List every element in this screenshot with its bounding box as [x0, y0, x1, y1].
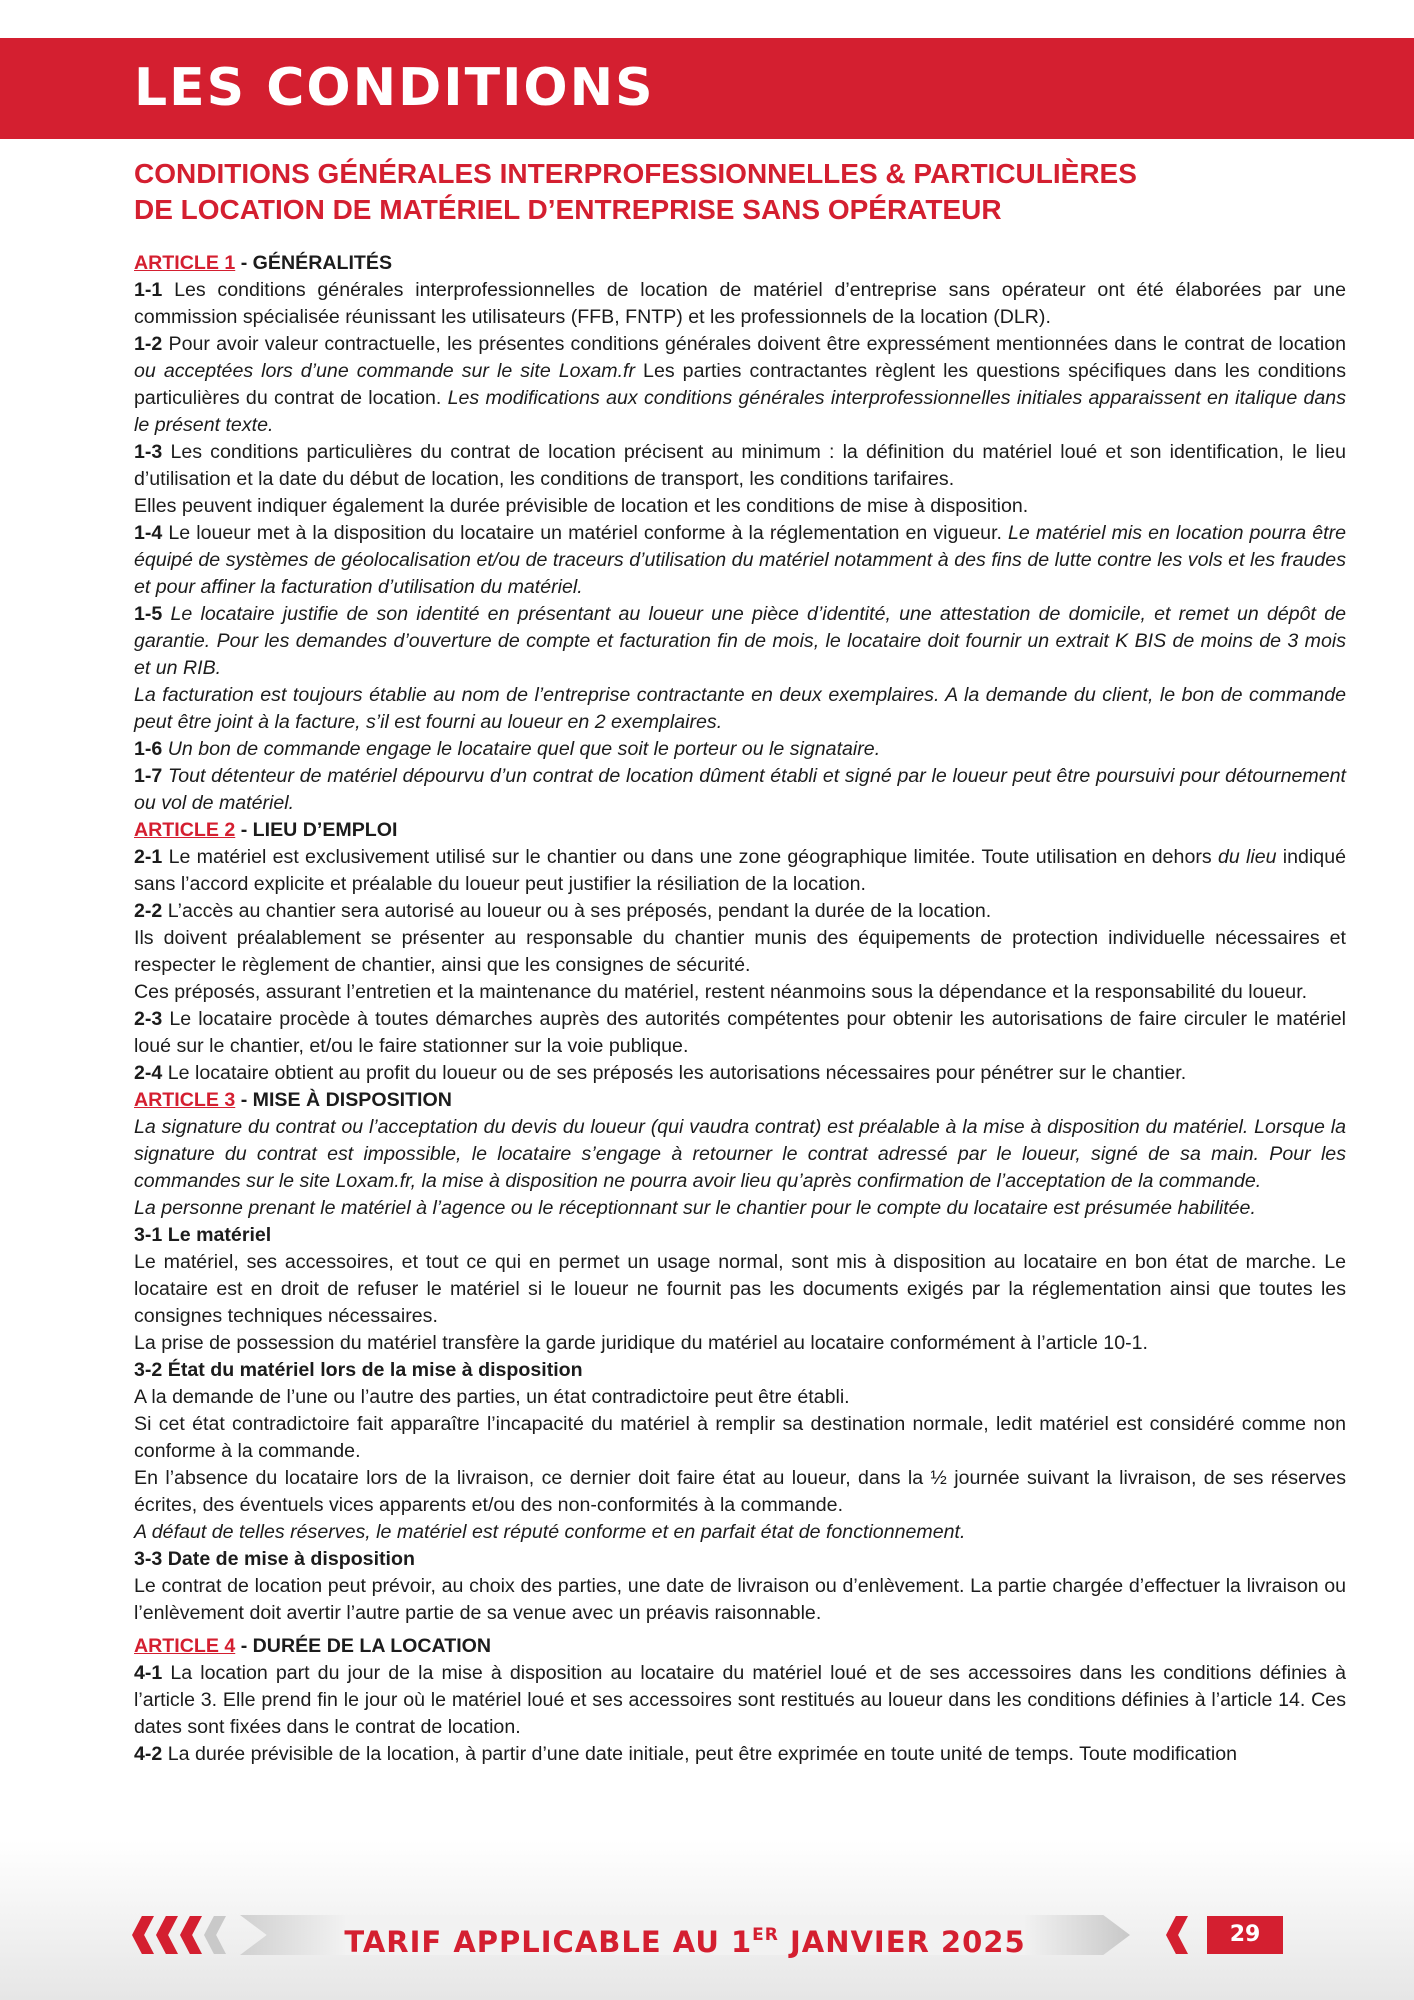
- subsection-heading: 3-2 État du matériel lors de la mise à disposition: [134, 1359, 583, 1381]
- paragraph: La prise de possession du matériel transfère la garde juridique du matériel au locataire conformément à l’article 10-1.: [134, 1332, 1148, 1354]
- document-title: [134, 156, 1334, 228]
- paragraph: 1-7 Tout détenteur de matériel dépourvu d’un contrat de location dûment établi et signé par le loueur peut être poursuivi pour détournement ou vol de matériel.: [134, 765, 1346, 814]
- page-title: LES CONDITIONS: [134, 58, 655, 118]
- paragraph: 1-2 Pour avoir valeur contractuelle, les présentes conditions générales doivent être expressément mentionnées dans le contrat de location ou acceptées lors d’une commande sur le site Loxam.fr Les parties contractantes règlent les questions spécifiques dans les conditions particulières du contrat de location. Les modifications aux conditions générales interprofessionnelles initiales apparaissent en italique dans le présent texte.: [134, 333, 1347, 436]
- header-band: [0, 38, 1414, 139]
- paragraph: 2-4 Le locataire obtient au profit du loueur ou de ses préposés les autorisations nécessaires pour pénétrer sur le chantier.: [134, 1062, 1187, 1084]
- subsection-heading: 3-3 Date de mise à disposition: [134, 1548, 415, 1570]
- paragraph: La facturation est toujours établie au nom de l’entreprise contractante en deux exemplaires. A la demande du client, le bon de commande peut être joint à la facture, s’il est fourni au loueur en 2 exemplaires.: [134, 684, 1346, 733]
- paragraph: 1-5 Le locataire justifie de son identité en présentant au loueur une pièce d’identité, une attestation de domicile, et remet un dépôt de garantie. Pour les demandes d’ouverture de compte et facturation fin de mois, le locataire doit fournir un extrait K BIS de moins de 3 mois et un RIB.: [134, 603, 1346, 679]
- subsection-heading: 3-1 Le matériel: [134, 1224, 272, 1246]
- article-2-label: ARTICLE 2: [134, 819, 236, 841]
- page-number: 29: [1207, 1916, 1283, 1954]
- document-title-line-1: CONDITIONS GÉNÉRALES INTERPROFESSIONNELLES & PARTICULIÈRES: [134, 158, 1137, 189]
- paragraph: 4-2 La durée prévisible de la location, à partir d’une date initiale, peut être exprimée en toute unité de temps. Toute modification: [134, 1743, 1238, 1765]
- paragraph: 2-3 Le locataire procède à toutes démarches auprès des autorités compétentes pour obtenir les autorisations de faire circuler le matériel loué sur le chantier, et/ou le faire stationner sur la voie publique.: [134, 1008, 1346, 1057]
- paragraph: Le contrat de location peut prévoir, au choix des parties, une date de livraison ou d’enlèvement. La partie chargée d’effectuer la livraison ou l’enlèvement doit avertir l’autre partie de sa venue avec un préavis raisonnable.: [134, 1575, 1346, 1624]
- article-2-title: - LIEU D’EMPLOI: [235, 819, 398, 841]
- paragraph: La personne prenant le matériel à l’agence ou le réceptionnant sur le chantier pour le compte du locataire est présumée habilitée.: [134, 1197, 1256, 1219]
- paragraph: A la demande de l’une ou l’autre des parties, un état contradictoire peut être établi.: [134, 1386, 850, 1408]
- article-1-label: ARTICLE 1: [134, 252, 236, 274]
- article-4-label: ARTICLE 4: [134, 1635, 236, 1657]
- paragraph: Ils doivent préalablement se présenter au responsable du chantier munis des équipements de protection individuelle nécessaires et respecter le règlement de chantier, ainsi que les consignes de sécurité.: [134, 927, 1346, 976]
- paragraph: Si cet état contradictoire fait apparaître l’incapacité du matériel à remplir sa destination normale, ledit matériel est considéré comme non conforme à la commande.: [134, 1413, 1346, 1462]
- article-4-title: - DURÉE DE LA LOCATION: [235, 1635, 492, 1657]
- paragraph: Le matériel, ses accessoires, et tout ce qui en permet un usage normal, sont mis à disposition au locataire en bon état de marche. Le locataire est en droit de refuser le matériel si le loueur ne fournit pas les documents exigés par la réglementation ainsi que toutes les consignes techniques nécessaires.: [134, 1251, 1346, 1327]
- paragraph: Elles peuvent indiquer également la durée prévisible de location et les conditions de mise à disposition.: [134, 495, 1029, 517]
- paragraph: 1-6 Un bon de commande engage le locataire quel que soit le porteur ou le signataire.: [134, 738, 881, 760]
- article-3-title: - MISE À DISPOSITION: [235, 1089, 452, 1111]
- paragraph: Ces préposés, assurant l’entretien et la maintenance du matériel, restent néanmoins sous la dépendance et la responsabilité du loueur.: [134, 981, 1308, 1003]
- paragraph: 1-1 Les conditions générales interprofessionnelles de location de matériel d’entreprise sans opérateur ont été élaborées par une commission spécialisée réunissant les utilisateurs (FFB, FNTP) et les professionnels de la location (DLR).: [134, 279, 1346, 328]
- paragraph: 1-4 Le loueur met à la disposition du locataire un matériel conforme à la réglementation en vigueur. Le matériel mis en location pourra être équipé de systèmes de géolocalisation et/ou de traceurs d’utilisation du matériel notamment à des fins de lutte contre les vols et les fraudes et pour affiner la facturation d’utilisation du matériel.: [134, 522, 1346, 598]
- article-heading: [134, 250, 1346, 277]
- article-heading: [134, 1633, 1346, 1660]
- article-heading: [134, 817, 1346, 844]
- paragraph: A défaut de telles réserves, le matériel est réputé conforme et en parfait état de fonctionnement.: [134, 1521, 966, 1543]
- paragraph: 2-1 Le matériel est exclusivement utilisé sur le chantier ou dans une zone géographique limitée. Toute utilisation en dehors du lieu indiqué sans l’accord explicite et préalable du loueur peut justifier la résiliation de la location.: [134, 846, 1346, 895]
- tarif-label: TARIF APPLICABLE AU 1ER JANVIER 2025: [344, 1925, 1026, 1959]
- paragraph: En l’absence du locataire lors de la livraison, ce dernier doit faire état au loueur, dans la ½ journée suivant la livraison, de ses réserves écrites, des éventuels vices apparents et/ou des non-conformités à la commande.: [134, 1467, 1346, 1516]
- article-1-title: - GÉNÉRALITÉS: [235, 252, 393, 274]
- article-heading: [134, 1087, 1346, 1114]
- document-title-line-2: DE LOCATION DE MATÉRIEL D’ENTREPRISE SANS OPÉRATEUR: [134, 194, 1002, 225]
- article-3-label: ARTICLE 3: [134, 1089, 236, 1111]
- paragraph: 4-1 La location part du jour de la mise à disposition au locataire du matériel loué et de ses accessoires dans les conditions définies à l’article 3. Elle prend fin le jour où le matériel loué et ses accessoires sont restitués au loueur dans les conditions définies à l’article 14. Ces dates sont fixées dans le contrat de location.: [134, 1662, 1346, 1738]
- conditions-body: [134, 250, 1346, 1768]
- paragraph: La signature du contrat ou l’acceptation du devis du loueur (qui vaudra contrat) est préalable à la mise à disposition du matériel. Lorsque la signature du contrat est impossible, le locataire s’engage à retourner le contrat adressé par le loueur, signé de sa main. Pour les commandes sur le site Loxam.fr, la mise à disposition ne pourra avoir lieu qu’après confirmation de l’acceptation de la commande.: [134, 1116, 1346, 1192]
- paragraph: 1-3 Les conditions particulières du contrat de location précisent au minimum : la définition du matériel loué et son identification, le lieu d’utilisation et la date du début de location, les conditions de transport, les conditions tarifaires.: [134, 441, 1346, 490]
- paragraph: 2-2 L’accès au chantier sera autorisé au loueur ou à ses préposés, pendant la durée de la location.: [134, 900, 992, 922]
